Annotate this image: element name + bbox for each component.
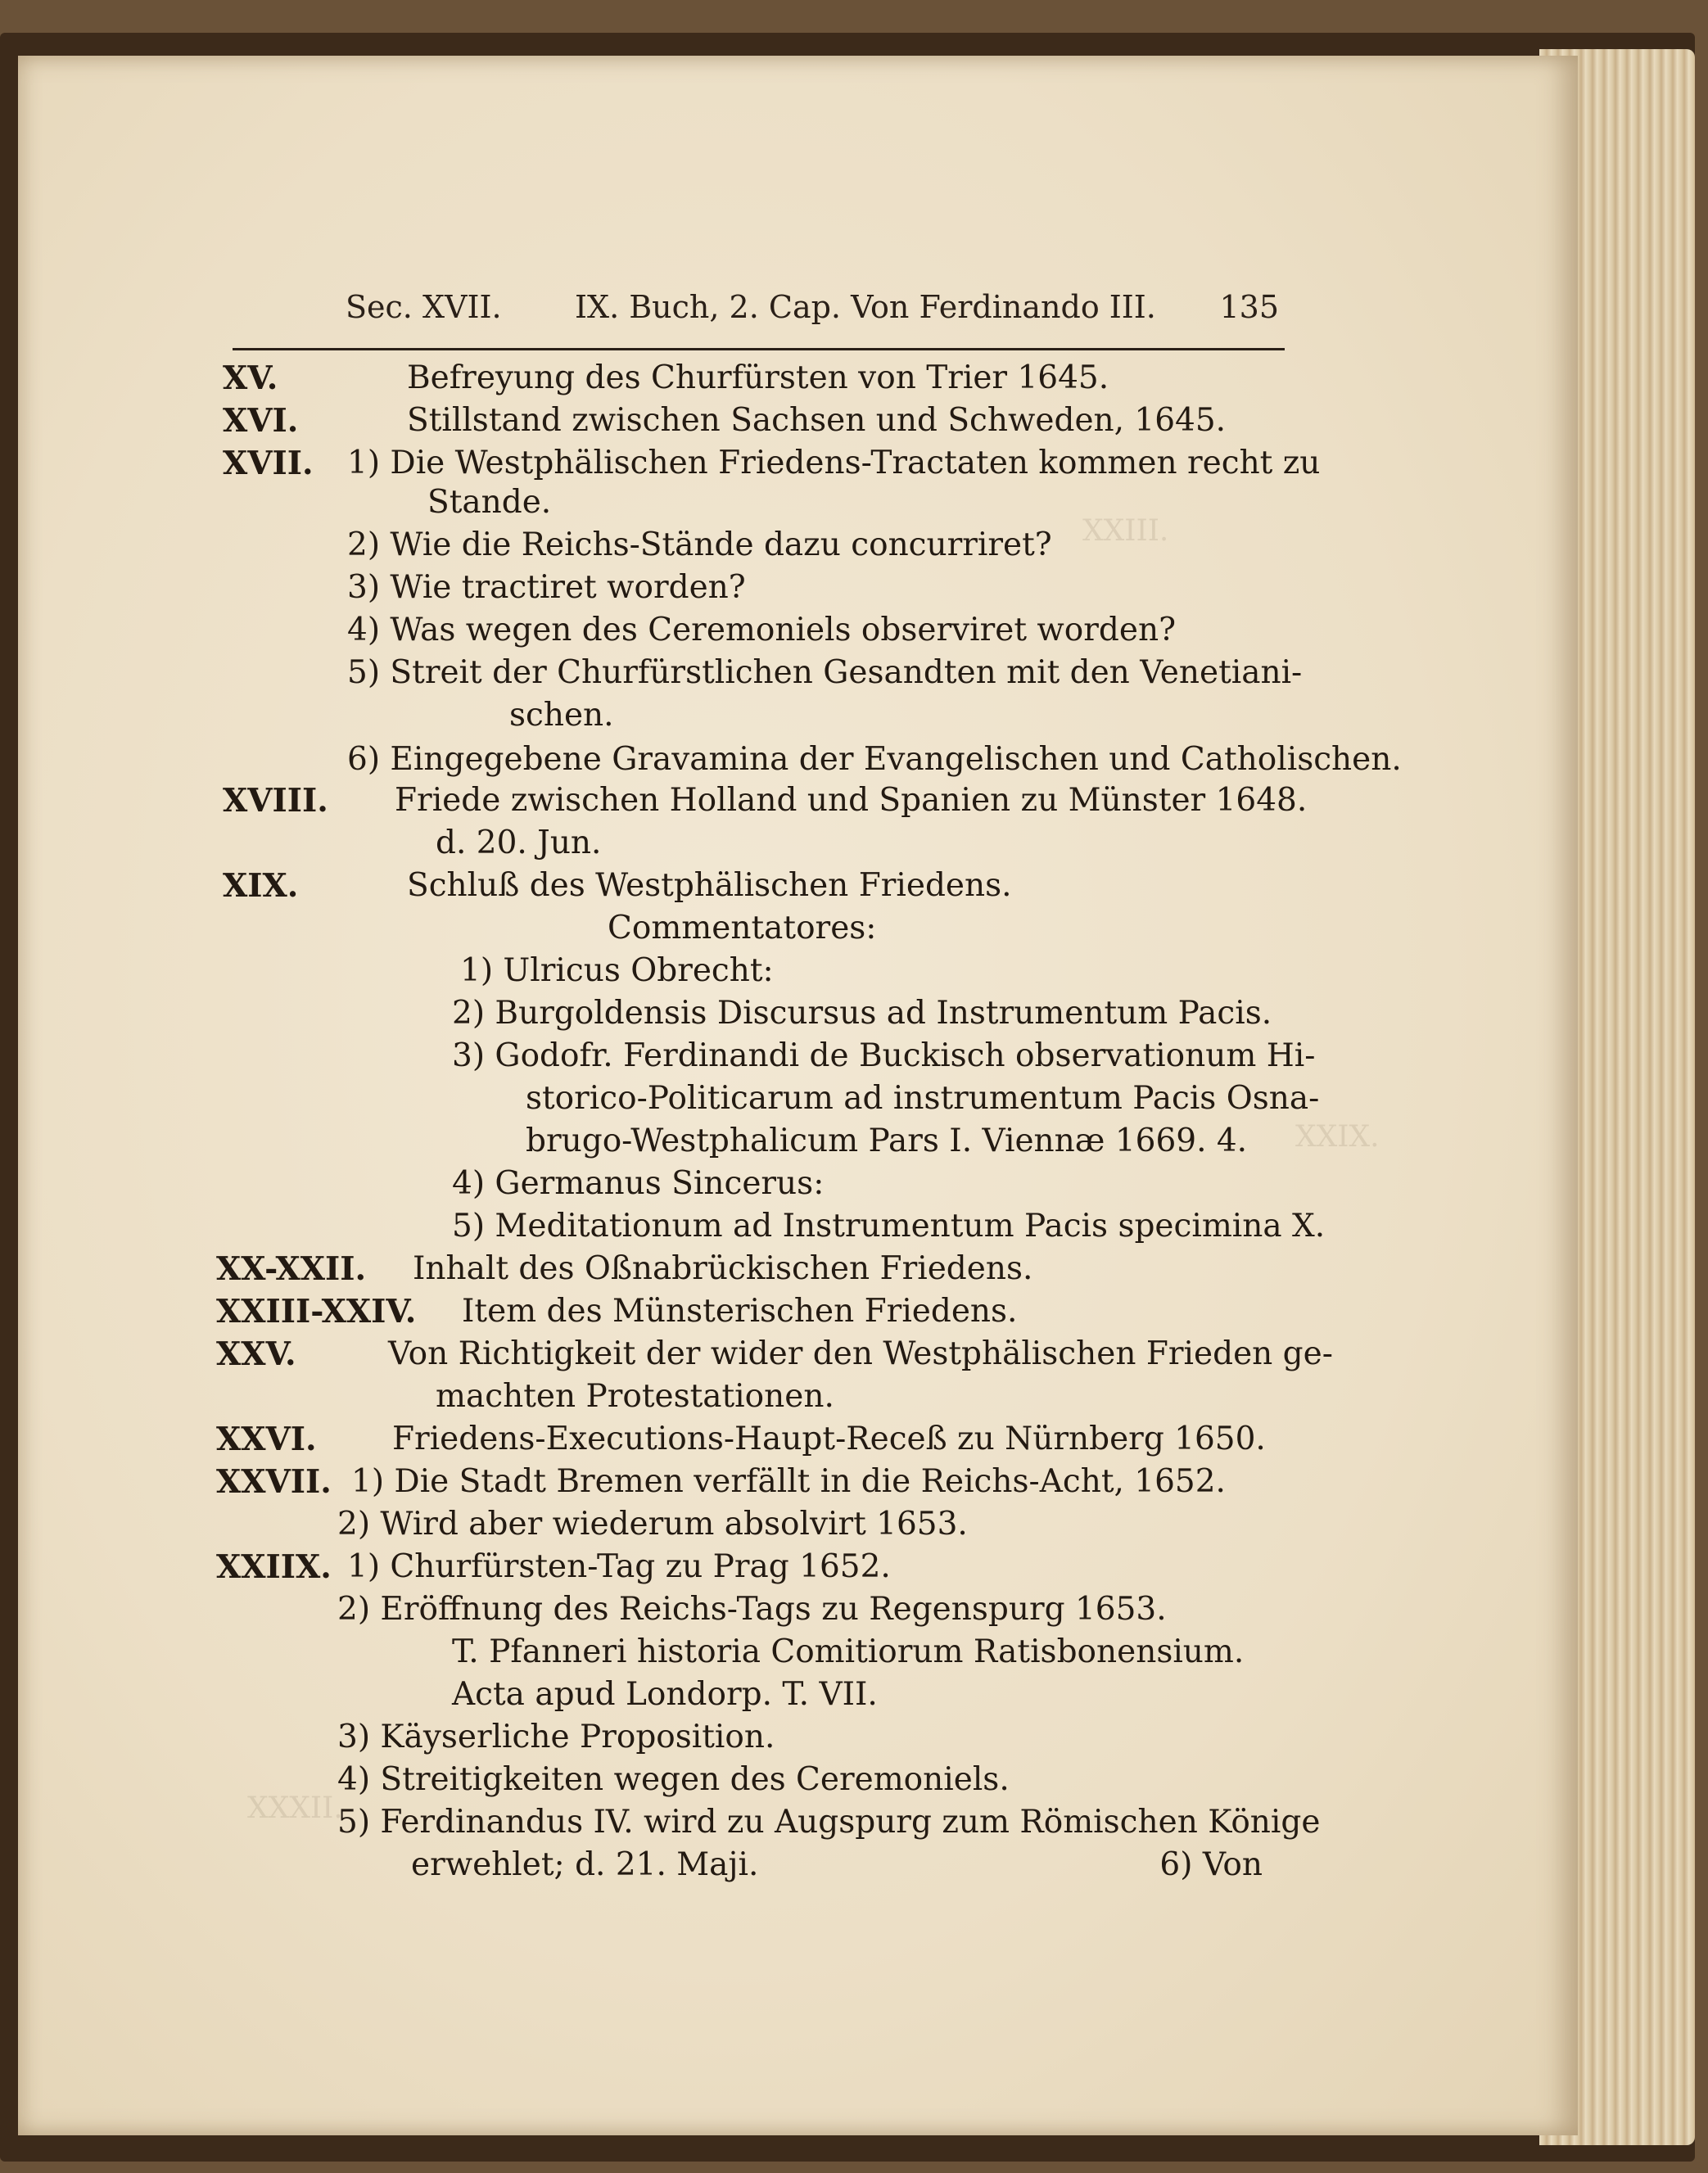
entry-number: XXIII-XXIV. bbox=[216, 1293, 417, 1330]
entry-text: 1) Die Westphälischen Friedens-Tractaten kommen recht zu bbox=[347, 445, 1321, 481]
entry-text: machten Protestationen. bbox=[436, 1378, 834, 1415]
entry-text: Friedens-Executions-Haupt-Receß zu Nürnberg 1650. bbox=[392, 1421, 1266, 1457]
contents-list bbox=[18, 357, 1578, 1913]
page-number: 135 bbox=[1219, 289, 1279, 325]
entry-text: Commentatores: bbox=[608, 910, 877, 946]
entry-number: XIX. bbox=[223, 867, 299, 905]
entry-text: Item des Münsterischen Friedens. bbox=[462, 1293, 1018, 1330]
bleed-through: XXIX. bbox=[1295, 1120, 1380, 1154]
entry-text: schen. bbox=[509, 697, 614, 734]
entry-text: 5) Meditationum ad Instrumentum Pacis specimina X. bbox=[452, 1208, 1326, 1245]
entry-text: 5) Streit der Churfürstlichen Gesandten mit den Venetiani- bbox=[347, 654, 1303, 691]
entry-text: 2) Eröffnung des Reichs-Tags zu Regenspurg 1653. bbox=[337, 1591, 1167, 1628]
entry-text: 2) Wird aber wiederum absolvirt 1653. bbox=[337, 1506, 968, 1543]
entry-number: XX-XXII. bbox=[216, 1250, 367, 1288]
entry-text: 1) Die Stadt Bremen verfällt in die Reichs-Acht, 1652. bbox=[351, 1463, 1226, 1500]
bleed-through: XXIII. bbox=[1082, 514, 1169, 548]
entry-text: 4) Streitigkeiten wegen des Ceremoniels. bbox=[337, 1761, 1010, 1798]
header-section: Sec. XVII. bbox=[346, 289, 502, 325]
header-rule bbox=[233, 348, 1285, 350]
entry-number: XXVII. bbox=[216, 1463, 332, 1501]
entry-text: 6) Eingegebene Gravamina der Evangelischen und Catholischen. bbox=[347, 741, 1402, 778]
entry-text: Acta apud Londorp. T. VII. bbox=[452, 1676, 878, 1713]
entry-text: erwehlet; d. 21. Maji. bbox=[411, 1846, 759, 1883]
entry-text: brugo-Westphalicum Pars I. Viennæ 1669. 4. bbox=[526, 1123, 1248, 1159]
entry-text: 1) Churfürsten-Tag zu Prag 1652. bbox=[347, 1548, 891, 1585]
entry-text: Friede zwischen Holland und Spanien zu Münster 1648. bbox=[395, 782, 1308, 819]
entry-number: XXVI. bbox=[216, 1421, 317, 1458]
entry-number: XXV. bbox=[216, 1335, 296, 1373]
entry-number: XVIII. bbox=[223, 782, 328, 820]
bleed-through: XXXII. bbox=[247, 1791, 343, 1825]
entry-text: 4) Was wegen des Ceremoniels observiret worden? bbox=[347, 612, 1176, 648]
entry-text: Stillstand zwischen Sachsen und Schweden, 1645. bbox=[407, 402, 1227, 439]
header-title: IX. Buch, 2. Cap. Von Ferdinando III. bbox=[575, 289, 1156, 325]
entry-number: XV. bbox=[223, 359, 278, 397]
entry-number: XVII. bbox=[223, 445, 314, 482]
running-header bbox=[346, 289, 1279, 338]
entry-text: Von Richtigkeit der wider den Westphälischen Frieden ge- bbox=[388, 1335, 1333, 1372]
entry-number: XVI. bbox=[223, 402, 299, 440]
entry-number: XXIIX. bbox=[216, 1548, 332, 1586]
entry-text: Schluß des Westphälischen Friedens. bbox=[407, 867, 1012, 904]
entry-text: 2) Wie die Reichs-Stände dazu concurriret? bbox=[347, 526, 1052, 563]
entry-text: storico-Politicarum ad instrumentum Pacis Osna- bbox=[526, 1080, 1320, 1117]
entry-text: Befreyung des Churfürsten von Trier 1645. bbox=[407, 359, 1109, 396]
entry-text: 5) Ferdinandus IV. wird zu Augspurg zum Römischen Könige bbox=[337, 1804, 1321, 1841]
entry-text: 3) Käyserliche Proposition. bbox=[337, 1719, 775, 1755]
entry-text: Inhalt des Oßnabrückischen Friedens. bbox=[413, 1250, 1033, 1287]
entry-text: 3) Wie tractiret worden? bbox=[347, 569, 746, 606]
entry-text: Stande. bbox=[427, 484, 552, 521]
book-page bbox=[18, 56, 1578, 2135]
entry-text: 2) Burgoldensis Discursus ad Instrumentum Pacis. bbox=[452, 995, 1272, 1032]
entry-line bbox=[411, 1844, 1263, 1886]
entry-text: T. Pfanneri historia Comitiorum Ratisbonensium. bbox=[452, 1633, 1245, 1670]
catchword: 6) Von bbox=[1159, 1846, 1263, 1883]
entry-text: 4) Germanus Sincerus: bbox=[452, 1165, 825, 1202]
entry-text: 1) Ulricus Obrecht: bbox=[460, 952, 774, 989]
entry-text: 3) Godofr. Ferdinandi de Buckisch observationum Hi- bbox=[452, 1037, 1316, 1074]
entry-text: d. 20. Jun. bbox=[436, 824, 602, 861]
